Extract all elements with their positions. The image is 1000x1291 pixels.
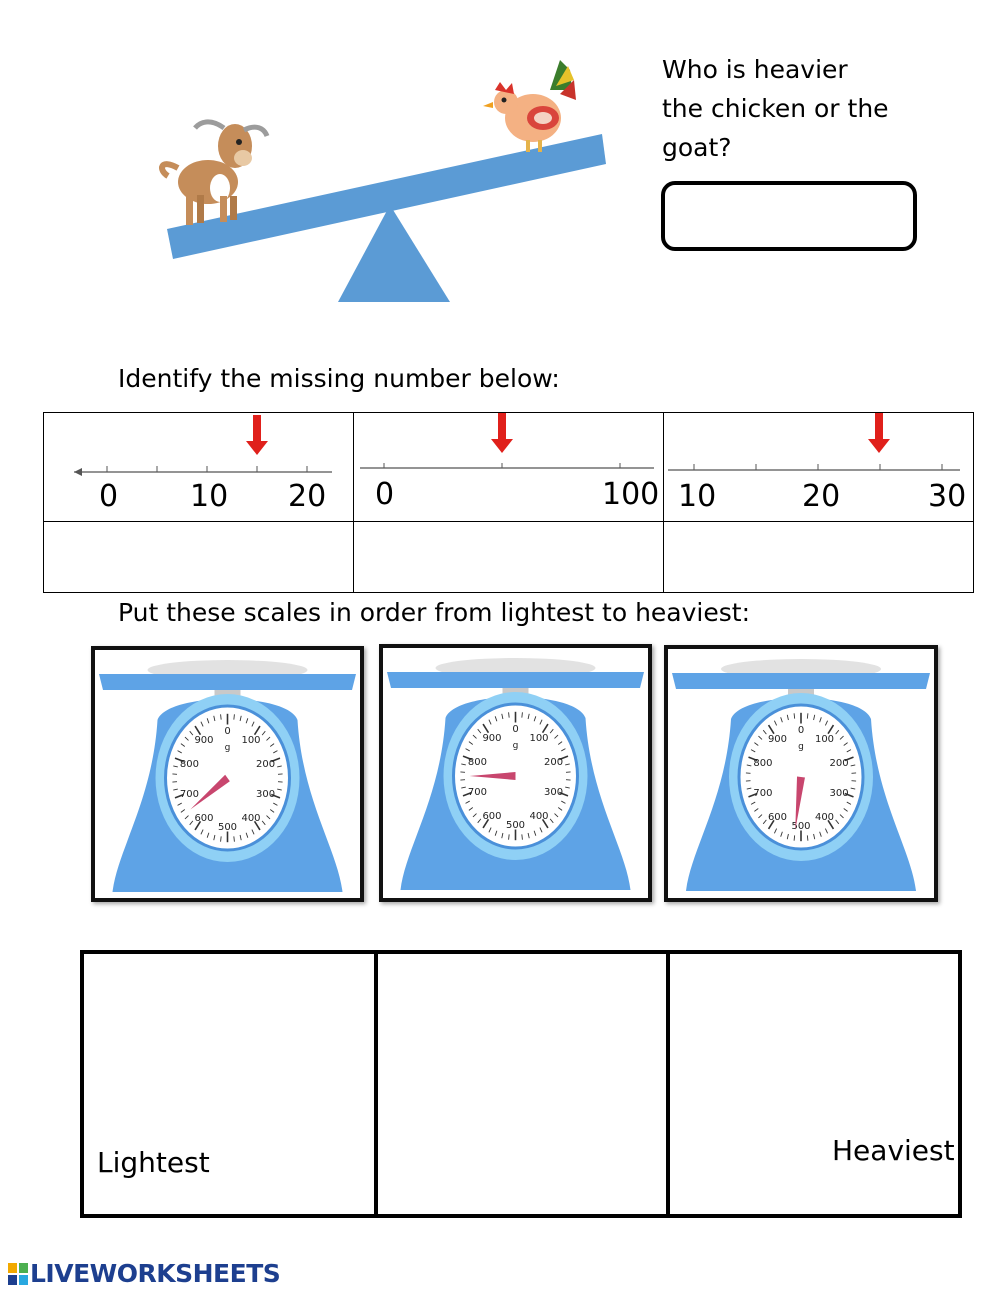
scale-dial-label: 900	[482, 733, 502, 745]
scale-pan	[387, 672, 644, 688]
scale-dial-label: 200	[255, 759, 276, 771]
scale-dial-label: 700	[467, 786, 488, 798]
scale-dial-label: 800	[753, 758, 773, 770]
number-line-cell	[664, 413, 974, 522]
scale-dial-tick	[807, 835, 808, 840]
chicken-icon	[483, 60, 576, 152]
question-text	[662, 50, 889, 167]
scale-dial-label: 400	[529, 810, 549, 822]
question-line-2: the chicken or the	[662, 94, 889, 123]
scale-dial-unit: g	[224, 743, 231, 753]
scale-dial-label: 400	[241, 812, 261, 824]
seesaw-illustration	[140, 50, 620, 310]
heavier-answer-box[interactable]	[661, 181, 917, 251]
scale-pan	[672, 673, 930, 689]
scale-dial-label: 700	[179, 788, 200, 800]
scale-dial-label: 500	[791, 821, 811, 832]
missing-number-arrow-icon	[246, 415, 268, 455]
scale-dial-unit: g	[512, 741, 519, 751]
scale-dial-tick	[794, 835, 795, 840]
missing-number-answer-cell[interactable]	[354, 522, 664, 593]
scale-dial-tick	[522, 834, 523, 839]
order-slot-lightest[interactable]	[84, 954, 374, 1214]
missing-number-arrow-icon	[868, 413, 890, 453]
scale-dial-tick	[221, 836, 222, 841]
question-line-1: Who is heavier	[662, 55, 848, 84]
tick-label: 0	[375, 477, 395, 512]
scale-card-1[interactable]	[91, 646, 364, 902]
goat-icon	[162, 122, 267, 225]
liveworksheets-brand: LIVEWORKSHEETS	[30, 1259, 281, 1288]
scale-dial-label: 200	[829, 758, 849, 770]
lightest-label: Lightest	[97, 1146, 210, 1179]
scale-dial-label: 600	[767, 811, 788, 823]
scale-dial-label: 300	[829, 787, 849, 799]
scale-dial-label: 400	[814, 811, 835, 823]
scales-order-instruction: Put these scales in order from lightest to heaviest:	[118, 598, 750, 627]
scale-dial-label: 100	[529, 733, 549, 745]
scale-dial-tick	[234, 714, 235, 719]
number-line-cell	[354, 413, 664, 522]
scale-dial-label: 0	[224, 726, 231, 737]
scale-dial-tick	[221, 714, 222, 719]
liveworksheets-logo	[8, 1259, 280, 1288]
tick-label: 10	[190, 479, 229, 514]
missing-number-instruction: Identify the missing number below:	[118, 364, 560, 393]
scale-dial-label: 800	[179, 759, 200, 771]
scale-dial-tick	[807, 713, 808, 718]
tick-label: 20	[802, 479, 841, 514]
heaviest-label: Heaviest	[832, 1134, 955, 1167]
scale-dial-label: 600	[194, 812, 214, 824]
scale-dial-label: 600	[482, 810, 502, 822]
tick-label: 30	[928, 479, 967, 514]
number-line-cell	[44, 413, 354, 522]
scale-dial-tick	[509, 834, 510, 839]
scale-dial-label: 700	[753, 787, 773, 799]
order-slot-heaviest[interactable]	[670, 954, 958, 1214]
scale-card-3[interactable]	[664, 645, 938, 902]
scale-card-2[interactable]	[379, 644, 652, 902]
scale-dial-label: 100	[241, 735, 261, 747]
scale-dial-label: 500	[505, 820, 526, 831]
scale-dial-unit: g	[798, 742, 804, 752]
kitchen-scale-3	[668, 649, 934, 898]
question-line-3: goat?	[662, 133, 732, 162]
number-line-table	[43, 412, 974, 593]
scale-pan	[99, 674, 356, 690]
kitchen-scale-1	[95, 650, 360, 898]
scale-dial-tick	[234, 836, 235, 841]
scale-dial-label: 900	[767, 734, 788, 746]
missing-number-answer-cell[interactable]	[44, 522, 354, 593]
scale-dial-label: 0	[797, 725, 805, 736]
scale-dial-tick	[522, 712, 523, 717]
kitchen-scale-2	[383, 648, 648, 898]
scale-dial-label: 300	[543, 786, 564, 798]
liveworksheets-logo-icon	[8, 1263, 28, 1285]
order-answer-grid	[80, 950, 962, 1218]
scale-dial-label: 0	[512, 724, 519, 735]
scale-dial-label: 100	[814, 734, 835, 746]
missing-number-answer-cell[interactable]	[664, 522, 974, 593]
tick-label: 100	[602, 477, 660, 512]
scale-dial-label: 200	[543, 757, 564, 769]
seesaw-fulcrum	[338, 205, 450, 302]
tick-label: 20	[288, 479, 327, 514]
tick-label: 0	[99, 479, 119, 514]
order-slot-middle[interactable]	[378, 954, 666, 1214]
scale-dial-label: 500	[217, 822, 238, 833]
scale-dial-tick	[794, 713, 795, 718]
scale-dial-label: 300	[255, 788, 276, 800]
scale-dial-tick	[509, 712, 510, 717]
scale-dial-label: 900	[194, 735, 214, 747]
scale-dial-label: 800	[467, 757, 488, 769]
missing-number-arrow-icon	[491, 413, 513, 453]
tick-label: 10	[678, 479, 717, 514]
